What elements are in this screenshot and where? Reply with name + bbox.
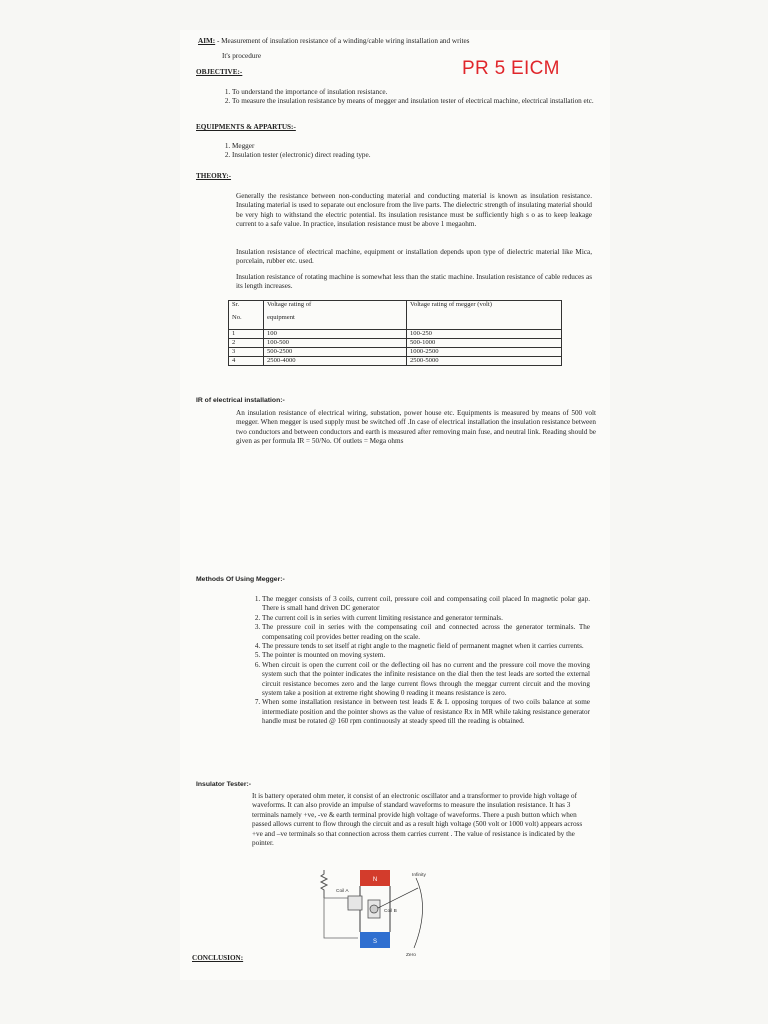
objective-heading: OBJECTIVE:-: [196, 68, 243, 76]
header-equipment: equipment: [267, 314, 295, 321]
table-header-cell: [264, 301, 407, 330]
aim-text-continued: It's procedure: [222, 52, 262, 60]
coil-a-label: Coil A: [336, 889, 349, 894]
pointer-icon: [378, 888, 418, 908]
header-no: No.: [232, 314, 242, 321]
aim-text: - Measurement of insulation resistance of a winding/cable wiring installation and writes: [216, 37, 470, 45]
table-header-cell: [407, 301, 562, 330]
megger-diagram-svg: [318, 868, 448, 960]
table-header-row: [229, 301, 562, 330]
table-cell: 1000-2500: [407, 348, 562, 357]
method-item: 1. The megger consists of 3 coils, current coil, pressure coil and compensating coil placed In magnetic polar gap. There is small hand driven DC generator: [262, 595, 590, 614]
coil-a-icon: [348, 896, 362, 910]
equipment-item: 2. Insulation tester (electronic) direct reading type.: [232, 151, 604, 160]
table-cell: 100-250: [407, 330, 562, 339]
header-voltage-equipment: Voltage rating of: [267, 301, 312, 308]
table-cell: 2500-4000: [264, 357, 407, 366]
table-cell: 3: [229, 348, 264, 357]
objective-item: 2. To measure the insulation resistance by means of megger and insulation tester of electrical machine, electrical installation etc.: [232, 97, 604, 106]
theory-heading: THEORY:-: [196, 172, 232, 180]
table-cell: 1: [229, 330, 264, 339]
header-voltage-megger: Voltage rating of megger (volt): [410, 301, 492, 308]
method-item: 6. When circuit is open the current coil or the deflecting oil has no current and the pressure coil move the moving system such that the pointer indicates the infinite resistance on the dial then the test leads are sorted the external circuit resistance becomes zero and the large current flows through the meggar current circuit and the moving system take a position at extreme right showing 0 reading it means resistance is zero.: [262, 661, 590, 699]
table-cell: 500-1000: [407, 339, 562, 348]
conclusion-heading: CONCLUSION:: [192, 954, 244, 962]
infinity-label: Infinity: [412, 873, 426, 878]
wire: [324, 898, 348, 908]
document-page: [180, 30, 610, 980]
theory-paragraph: Insulation resistance of electrical machine, equipment or installation depends upon type of dielectric material like Mica, porcelain, rubber etc. used.: [236, 248, 592, 266]
megger-diagram: [318, 868, 448, 960]
table-row: [229, 330, 562, 339]
magnet-n-label: N: [372, 877, 378, 883]
table-row: [229, 357, 562, 366]
tester-text: It is battery operated ohm meter, it consist of an electronic oscillator and a transformer to provide high voltage of waveforms. It can also provide an impulse of standard waveforms to measure the insulation resistance. It has 3 terminals namely +ve, -ve & earth terminal provide high voltage of waveforms. There a push button which when passed allows current to flow through the circuit and as a result high voltage (500 volt or 1000 volt) appears across +ve and –ve terminals so that connection across them carries current . The value of resistance is indicated by the pointer.: [252, 792, 583, 848]
objective-list: [220, 88, 604, 107]
equipments-heading: EQUIPMENTS & APPARTUS:-: [196, 123, 296, 131]
ir-installation-heading: IR of electrical installation:-: [196, 397, 285, 404]
method-item: 7. When some installation resistance in between test leads E & L opposing torques of two coils balance at some intermediate position and the pointer shows as the value of resistance Rx in MR while taking resistance generator handle must be rotated @ 160 rpm continuously at steady speed till the reading is obtained.: [262, 698, 590, 726]
tester-heading: Insulator Tester:-: [196, 781, 252, 788]
voltage-rating-table: [228, 300, 562, 366]
table-row: [229, 348, 562, 357]
aim-line: [198, 37, 598, 46]
equipment-item: 1. Megger: [232, 142, 604, 151]
header-sr: Sr.: [232, 301, 240, 308]
table-cell: 500-2500: [264, 348, 407, 357]
magnet-s-label: S: [372, 939, 378, 945]
method-item: 2. The current coil is in series with current limiting resistance and generator terminals.: [262, 614, 590, 623]
theory-paragraph: Insulation resistance of rotating machine is somewhat less than the static machine. Insulation resistance of cable reduces as its length increases.: [236, 273, 592, 291]
table-cell: 2: [229, 339, 264, 348]
table-row: [229, 339, 562, 348]
table-cell: 4: [229, 357, 264, 366]
scale-arc: [414, 878, 423, 948]
zero-label: Zero: [406, 953, 416, 958]
table-header-cell: [229, 301, 264, 330]
method-item: 4. The pressure tends to set itself at right angle to the magnetic field of permanent magnet when it carries currents.: [262, 642, 590, 651]
table-cell: 2500-5000: [407, 357, 562, 366]
objective-item: 1. To understand the importance of insulation resistance.: [232, 88, 604, 97]
table-cell: 100-500: [264, 339, 407, 348]
methods-heading: Methods Of Using Megger:-: [196, 576, 285, 583]
table-cell: 100: [264, 330, 407, 339]
theory-paragraph: Generally the resistance between non-conducting material and conducting material is known as insulation resistance. Insulating material is used to separate out enclosure from the live parts. The dielectric strength of insulating material should be very high to withstand the electric potential. Its insulation resistance must be sufficiently high s o as to keep leakage current to a safe value. In practice, insulation resistance must be above 1 megaohm.: [236, 192, 592, 229]
equipments-list: [220, 142, 604, 161]
ir-installation-text: An insulation resistance of electrical wiring, substation, power house etc. Equipments is measured by means of 500 volt megger. When megger is used supply must be switched off .In case of electrical installation the insulation resistance between two conductors and between conductors and earth is measured after removing main fuse, and neutral link. Reading should be given as per formula IR = 50/No. Of outlets = Mega ohms: [236, 409, 596, 446]
resistor-icon: [321, 870, 327, 898]
watermark-title: PR 5 EICM: [462, 58, 560, 79]
aim-label: AIM:: [198, 37, 216, 45]
method-item: 5. The pointer is mounted on moving system.: [262, 651, 590, 660]
methods-list: [250, 595, 590, 727]
coil-b-label: Coil B: [384, 909, 397, 914]
rotor-icon: [370, 905, 378, 913]
method-item: 3. The pressure coil in series with the compensating coil and connected across the generator terminals. The compensating coil provides better reading on the scale.: [262, 623, 590, 642]
